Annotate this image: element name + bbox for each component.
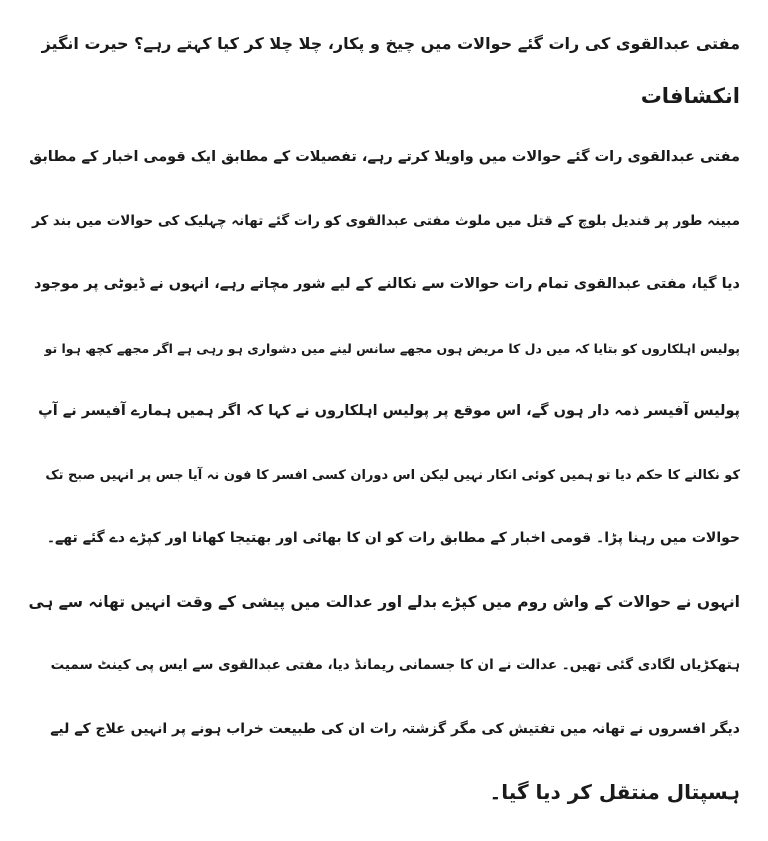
body-line: دیا گیا، مفتی عبدالقوی تمام رات حوالات سے نکالنے کے لیے شور مچاتے رہے، انہوں نے ڈیوٹی پر موجود [34,276,740,292]
headline-line: مفتی عبدالقوی کی رات گئے حوالات میں چیخ و پکار، چلا چلا کر کیا کہتے رہے؟ حیرت انگیز [41,34,740,53]
body-line: ہسپتال منتقل کر دیا گیا۔ [489,780,740,804]
body-line: پولیس اہلکاروں کو بتایا کہ میں دل کا مریض ہوں مجھے سانس لینے میں دشواری ہو رہی ہے اگر مجھے کچھ ہوا تو [44,340,740,356]
headline-line: انکشافات [640,84,740,108]
body-line: کو نکالنے کا حکم دیا تو ہمیں کوئی انکار نہیں لیکن اس دوران کسی افسر کا فون نہ آیا جس پر انہیں صبح تک [45,467,740,483]
body-line: مبینہ طور پر قندیل بلوچ کے قتل میں ملوث مفتی عبدالقوی کو رات گئے تھانہ چہلیک کی حوالات میں بند کر [31,212,740,229]
body-line: انہوں نے حوالات کے واش روم میں کپڑے بدلے اور عدالت میں پیشی کے وقت انہیں تھانہ سے ہی [28,592,740,611]
article-headline [28,18,740,122]
body-line: پولیس آفیسر ذمہ دار ہوں گے، اس موقع پر پولیس اہلکاروں نے کہا کہ اگر ہمیں ہمارے آفیسر نے آپ [38,403,740,419]
body-line: مفتی عبدالقوی رات گئے حوالات میں واویلا کرتے رہے، تفصیلات کے مطابق ایک قومی اخبار کے مطابق [29,149,740,165]
article-body [28,126,740,825]
body-line: ہتھکڑیاں لگادی گئی تھیں۔ عدالت نے ان کا جسمانی ریمانڈ دیا، مفتی عبدالقوی سے ایس پی کینٹ سمیت [50,657,740,673]
body-line: دیگر افسروں نے تھانہ میں تفتیش کی مگر گزشتہ رات ان کی طبیعت خراب ہونے پر انہیں علاج کے لیے [50,720,740,737]
body-line: حوالات میں رہنا پڑا۔ قومی اخبار کے مطابق رات کو ان کا بھائی اور بھتیجا کھانا اور کپڑے دے گئے تھے۔ [46,530,740,546]
